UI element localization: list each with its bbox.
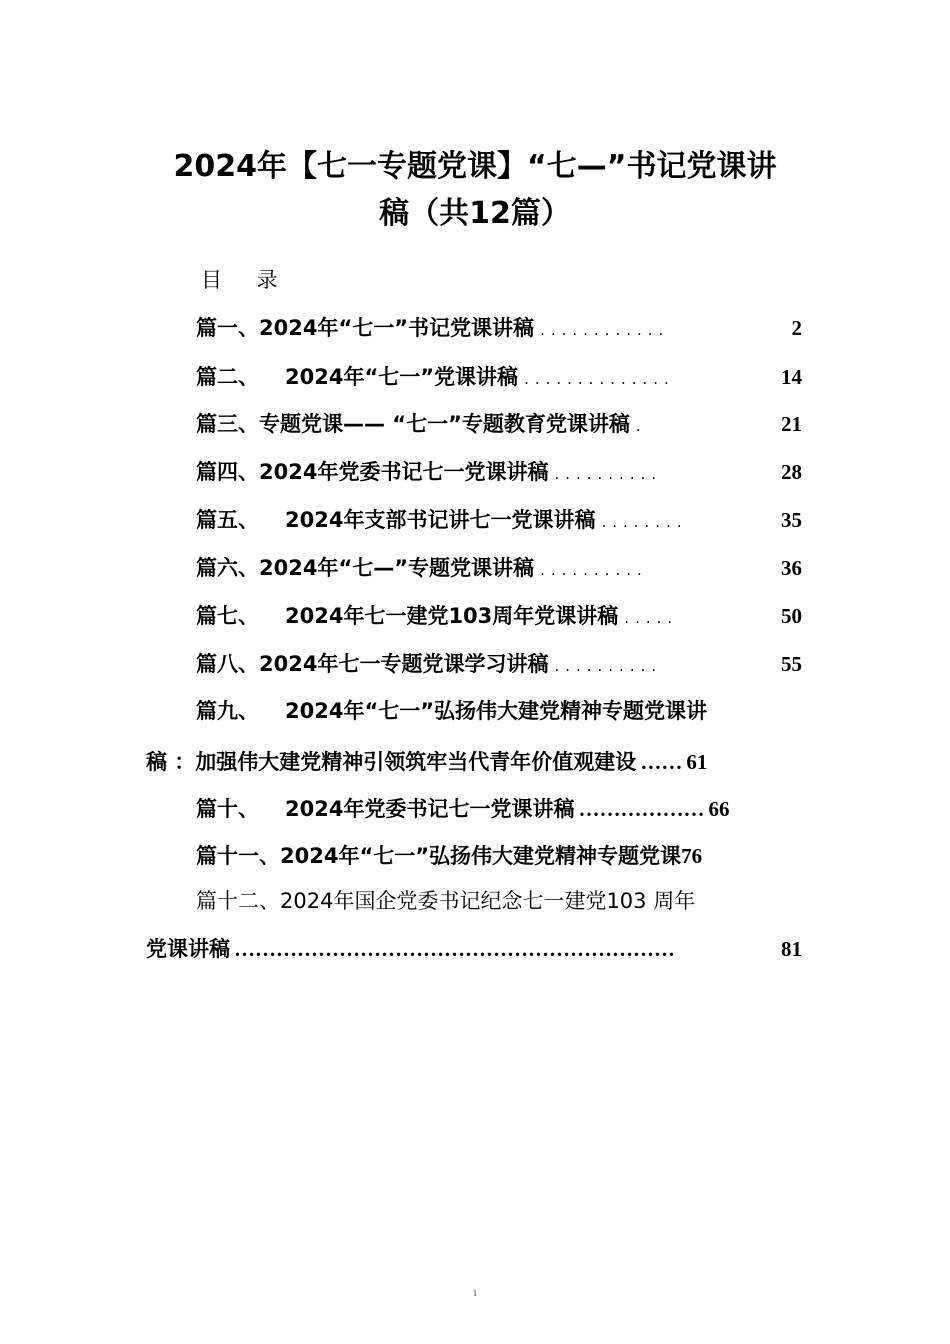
toc-page-number: 66 — [708, 797, 730, 821]
toc-entry-text: 2024年党委书记七一党课讲稿 — [285, 797, 575, 821]
document-title-line-2: 稿（共12篇） — [379, 196, 571, 231]
toc-entry-label — [196, 360, 518, 394]
toc-entry-text: 2024年七一建党103周年党课讲稿 — [285, 604, 619, 628]
toc-entry-number: 篇五、 — [196, 508, 259, 532]
toc-entry-label: 篇三、专题党课—— “七一”专题教育党课讲稿 — [196, 412, 630, 436]
toc-page-number: 81 — [781, 937, 802, 961]
toc-entry-3[interactable] — [196, 407, 802, 441]
toc-page-number: 61 — [686, 750, 708, 774]
toc-entry-1[interactable] — [196, 311, 802, 345]
toc-entry-12[interactable]: 篇十二、2024年国企党委书记纪念七一建党103 周年 — [196, 889, 696, 913]
toc-heading: 目 录 — [201, 268, 292, 292]
toc-entry-label — [196, 694, 707, 728]
toc-leader-dots: .............. — [524, 370, 675, 388]
toc-entry-text: 2024年“七一”党课讲稿 — [285, 365, 519, 389]
toc-entry-number: 篇十、 — [196, 797, 259, 821]
toc-leader-dots: . — [635, 417, 647, 435]
toc-entry-number: 篇七、 — [196, 604, 259, 628]
toc-entry-number: 篇二、 — [196, 365, 259, 389]
toc-leader-dots: ..... — [624, 609, 679, 627]
toc-leader-dots: ........ — [601, 513, 688, 531]
toc-entry-label: 篇十一、2024年“七一”弘扬伟大建党精神专题党课 — [196, 844, 682, 868]
toc-page-number: 28 — [781, 460, 802, 484]
toc-leader-dots: …… — [640, 750, 683, 774]
toc-entry-9-continued[interactable] — [146, 745, 802, 779]
toc-leader-dots: ............ — [540, 321, 670, 339]
document-title-line-1: 2024年【七一专题党课】“七—”书记党课讲 — [173, 149, 777, 184]
toc-entry-8[interactable] — [196, 647, 802, 681]
toc-entry-6[interactable] — [196, 551, 802, 585]
toc-entry-label: 篇四、2024年党委书记七一党课讲稿 — [196, 460, 549, 484]
page-number: 1 — [472, 1288, 478, 1298]
toc-entry-continuation: 党课讲稿 — [146, 937, 230, 961]
toc-leader-dots: .......... — [554, 465, 663, 483]
toc-entry-label: 篇六、2024年“七—”专题党课讲稿 — [196, 556, 535, 580]
toc-entry-9[interactable] — [196, 694, 802, 728]
toc-entry-5[interactable] — [196, 503, 802, 537]
toc-page-number: 36 — [781, 556, 802, 580]
toc-entry-text: 2024年“七一”弘扬伟大建党精神专题党课讲 — [285, 699, 708, 723]
toc-page-number: 35 — [781, 508, 802, 532]
toc-entry-label — [196, 792, 574, 826]
toc-entry-7[interactable] — [196, 599, 802, 633]
toc-entry-continuation: 稿 ：加强伟大建党精神引领筑牢当代青年价值观建设 — [146, 750, 637, 774]
toc-page-number: 14 — [781, 365, 802, 389]
toc-entry-10[interactable] — [196, 792, 802, 826]
toc-page-number: 21 — [781, 412, 802, 436]
toc-entry-label — [196, 503, 595, 537]
toc-page-number: 76 — [681, 844, 703, 868]
toc-entry-number: 篇九、 — [196, 699, 259, 723]
toc-entry-text: 2024年支部书记讲七一党课讲稿 — [285, 508, 596, 532]
toc-page-number: 2 — [791, 316, 802, 340]
toc-page-number: 50 — [781, 604, 802, 628]
toc-leader-dots: ……………………………………………………… — [234, 937, 675, 961]
toc-entry-2[interactable] — [196, 360, 802, 394]
toc-entry-label: 篇八、2024年七一专题党课学习讲稿 — [196, 652, 549, 676]
toc-leader-dots: .......... — [540, 561, 648, 579]
toc-entry-11[interactable] — [196, 839, 830, 873]
toc-leader-dots: ……………… — [578, 797, 705, 821]
toc-leader-dots: .......... — [554, 657, 663, 675]
toc-page-number: 55 — [781, 652, 802, 676]
toc-entry-label — [196, 599, 618, 633]
toc-entry-12-continued[interactable] — [146, 932, 802, 966]
toc-entry-4[interactable] — [196, 455, 802, 489]
toc-entry-label: 篇一、2024年“七一”书记党课讲稿 — [196, 316, 535, 340]
